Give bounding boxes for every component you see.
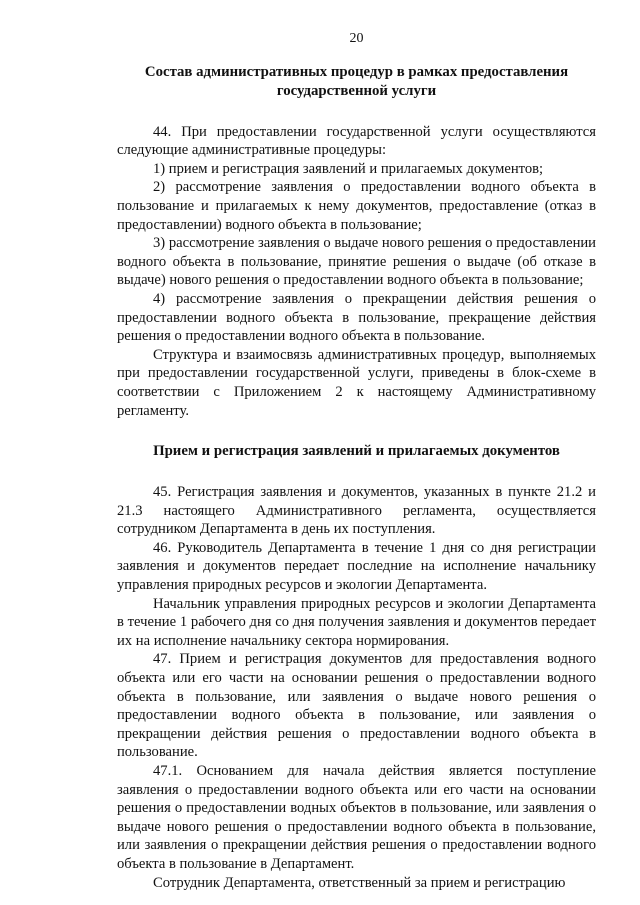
paragraph-45: 45. Регистрация заявления и документов, указанных в пункте 21.2 и 21.3 настоящего Административного регламента, осуществляется сотрудником Департамента в день их поступления.: [117, 484, 596, 538]
procedure-item-4: 4) рассмотрение заявления о прекращении действия решения о предоставлении водного объекта в пользование, прекращение действия решения о предоставлении водного объекта в пользование.: [117, 290, 596, 345]
paragraph-47-last: Сотрудник Департамента, ответственный за прием и регистрацию: [153, 874, 566, 891]
paragraph-46: 46. Руководитель Департамента в течение 1 дня со дня регистрации заявления и документов передает последние на исполнение начальнику управления природных ресурсов и экологии Департамента.: [117, 539, 596, 594]
paragraph-47-1: 47.1. Основанием для начала действия является поступление заявления о предоставлении водного объекта или его части на основании решения о предоставлении водных объектов в пользование, или заявления о выдаче нового решения о предоставлении водного объекта в пользование, или заявления о прекращении действия решения о предоставлении водного объекта в пользование в Департамент.: [117, 763, 596, 872]
subsection-heading: Прием и регистрация заявлений и прилагаемых документов: [153, 443, 560, 460]
procedure-item-1: 1) прием и регистрация заявлений и прилагаемых документов;: [153, 160, 544, 177]
paragraph-44: 44. При предоставлении государственной услуги осуществляются следующие административные процедуры:: [117, 123, 596, 159]
procedure-item-3: 3) рассмотрение заявления о выдаче нового решения о предоставлении водного объекта в пользование, принятие решения о выдаче (об отказе в выдаче) нового решения о предоставлении водного объекта в пользование;: [117, 235, 596, 289]
paragraph-46-b: Начальник управления природных ресурсов и экологии Департамента в течение 1 рабочего дня со дня получения заявления и документов передает их на исполнение начальнику сектора нормирования.: [117, 595, 596, 649]
section-heading: Состав административных процедур в рамках предоставления государственной услуги: [144, 63, 569, 99]
procedure-list: [117, 160, 596, 346]
page-number: 20: [349, 31, 364, 46]
paragraph-44-structure: Структура и взаимосвязь административных процедур, выполняемых при предоставлении государственной услуги, приведены в блок-схеме в соответствии с Приложением 2 к настоящему Административному регламенту.: [117, 346, 596, 419]
procedure-item-2: 2) рассмотрение заявления о предоставлении водного объекта в пользование и прилагаемых к нему документов, предоставление (отказ в предоставлении) водного объекта в пользование;: [117, 179, 596, 233]
paragraph-47: 47. Прием и регистрация документов для предоставления водного объекта или его части на основании решения о предоставлении водного объекта в пользование, или заявления о выдаче нового решения о предоставлении водного объекта в пользование, или заявления о прекращении действия решения о предоставлении водного объекта в пользование.: [117, 651, 596, 761]
